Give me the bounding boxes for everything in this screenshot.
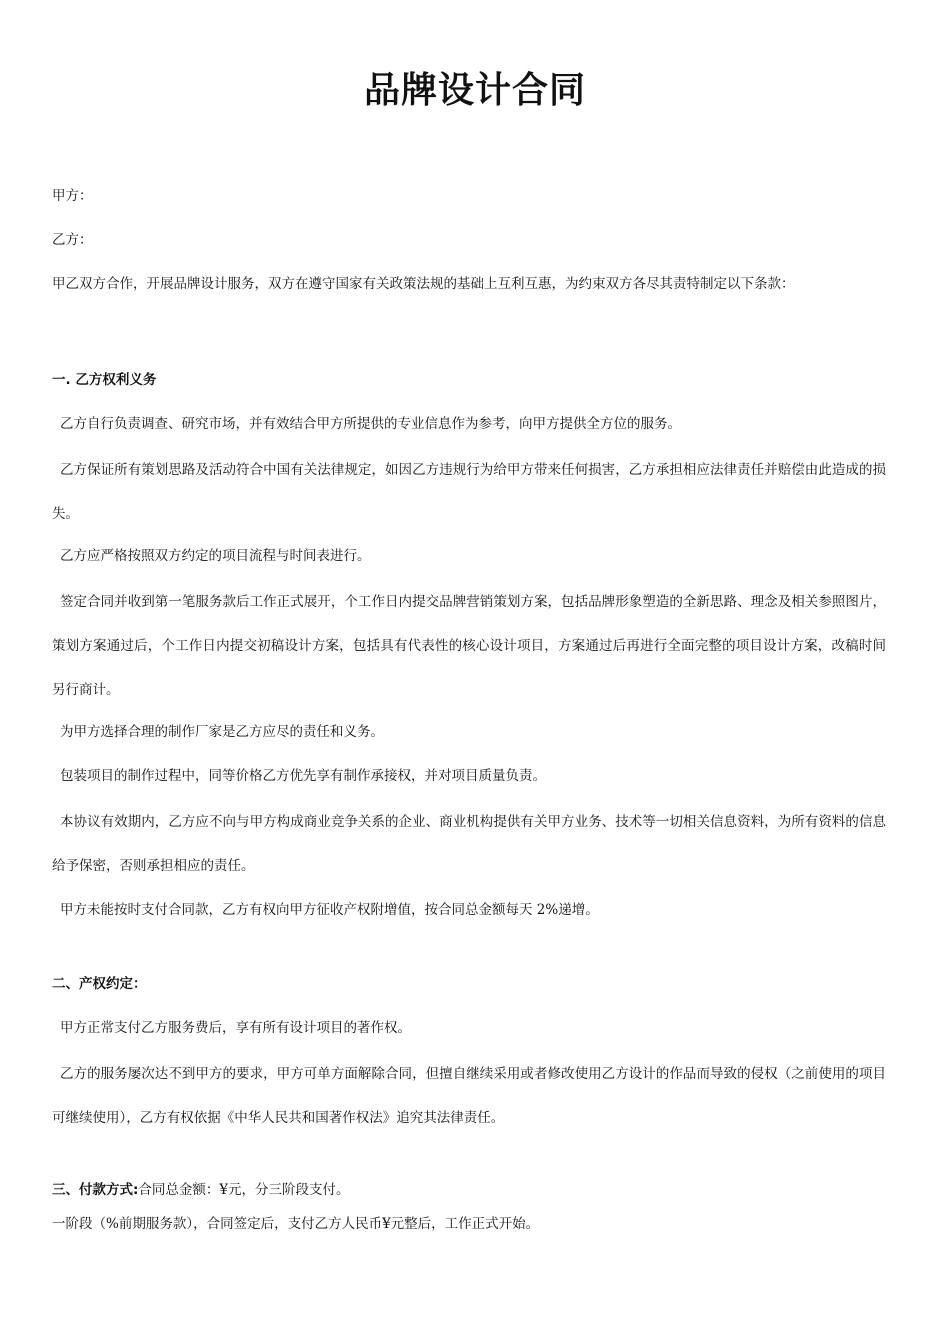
section1-paragraph-8: 甲方未能按时支付合同款，乙方有权向甲方征收产权附增值，按合同总金额每天 2%递增。 (60, 902, 599, 918)
section1-paragraph-1: 乙方自行负责调查、研究市场，并有效结合甲方所提供的专业信息作为参考，向甲方提供全方位的服务。 (60, 416, 681, 432)
section3-stage1: 一阶段（%前期服务款），合同签定后，支付乙方人民币¥元整后，工作正式开始。 (52, 1216, 540, 1232)
section1-heading: 一. 乙方权利义务 (52, 372, 157, 388)
section1-paragraph-3: 乙方应严格按照双方约定的项目流程与时间表进行。 (60, 548, 371, 564)
section2-paragraph-2: 乙方的服务屡次达不到甲方的要求，甲方可单方面解除合同，但擅自继续采用或者修改使用乙方设计的作品而导致的侵权（之前使用的项目可继续使用），乙方有权依据《中华人民共和国著作权法》追究其法律责任。 (52, 1066, 886, 1126)
party-b-label: 乙方： (52, 232, 93, 248)
section1-paragraph-6: 包装项目的制作过程中，同等价格乙方优先享有制作承接权，并对项目质量负责。 (60, 768, 546, 784)
section1-paragraph-2: 乙方保证所有策划思路及活动符合中国有关法律规定，如因乙方违规行为给甲方带来任何损害，乙方承担相应法律责任并赔偿由此造成的损失。 (52, 462, 886, 522)
section3-payment-line (52, 1180, 902, 1200)
section1-paragraph-5: 为甲方选择合理的制作厂家是乙方应尽的责任和义务。 (60, 724, 384, 740)
section3-total-amount: 合同总金额：¥元，分三阶段支付。 (138, 1182, 350, 1198)
party-a-label: 甲方： (52, 188, 93, 204)
section1-paragraph-4: 签定合同并收到第一笔服务款后工作正式展开，个工作日内提交品牌营销策划方案，包括品牌形象塑造的全新思路、理念及相关参照图片，策划方案通过后，个工作日内提交初稿设计方案，包括具有代表性的核心设计项目，方案通过后再进行全面完整的项目设计方案，改稿时间另行商计。 (52, 594, 886, 698)
section3-heading: 三、付款方式: (52, 1182, 139, 1198)
intro-paragraph: 甲乙双方合作，开展品牌设计服务，双方在遵守国家有关政策法规的基础上互利互惠，为约束双方各尽其责特制定以下条款： (52, 276, 795, 292)
document-title: 品牌设计合同 (363, 70, 586, 111)
section2-heading: 二、产权约定： (52, 976, 147, 992)
section2-paragraph-1: 甲方正常支付乙方服务费后，享有所有设计项目的著作权。 (60, 1020, 411, 1036)
section1-paragraph-7: 本协议有效期内，乙方应不向与甲方构成商业竞争关系的企业、商业机构提供有关甲方业务、技术等一切相关信息资料，为所有资料的信息给予保密，否则承担相应的责任。 (52, 814, 886, 874)
